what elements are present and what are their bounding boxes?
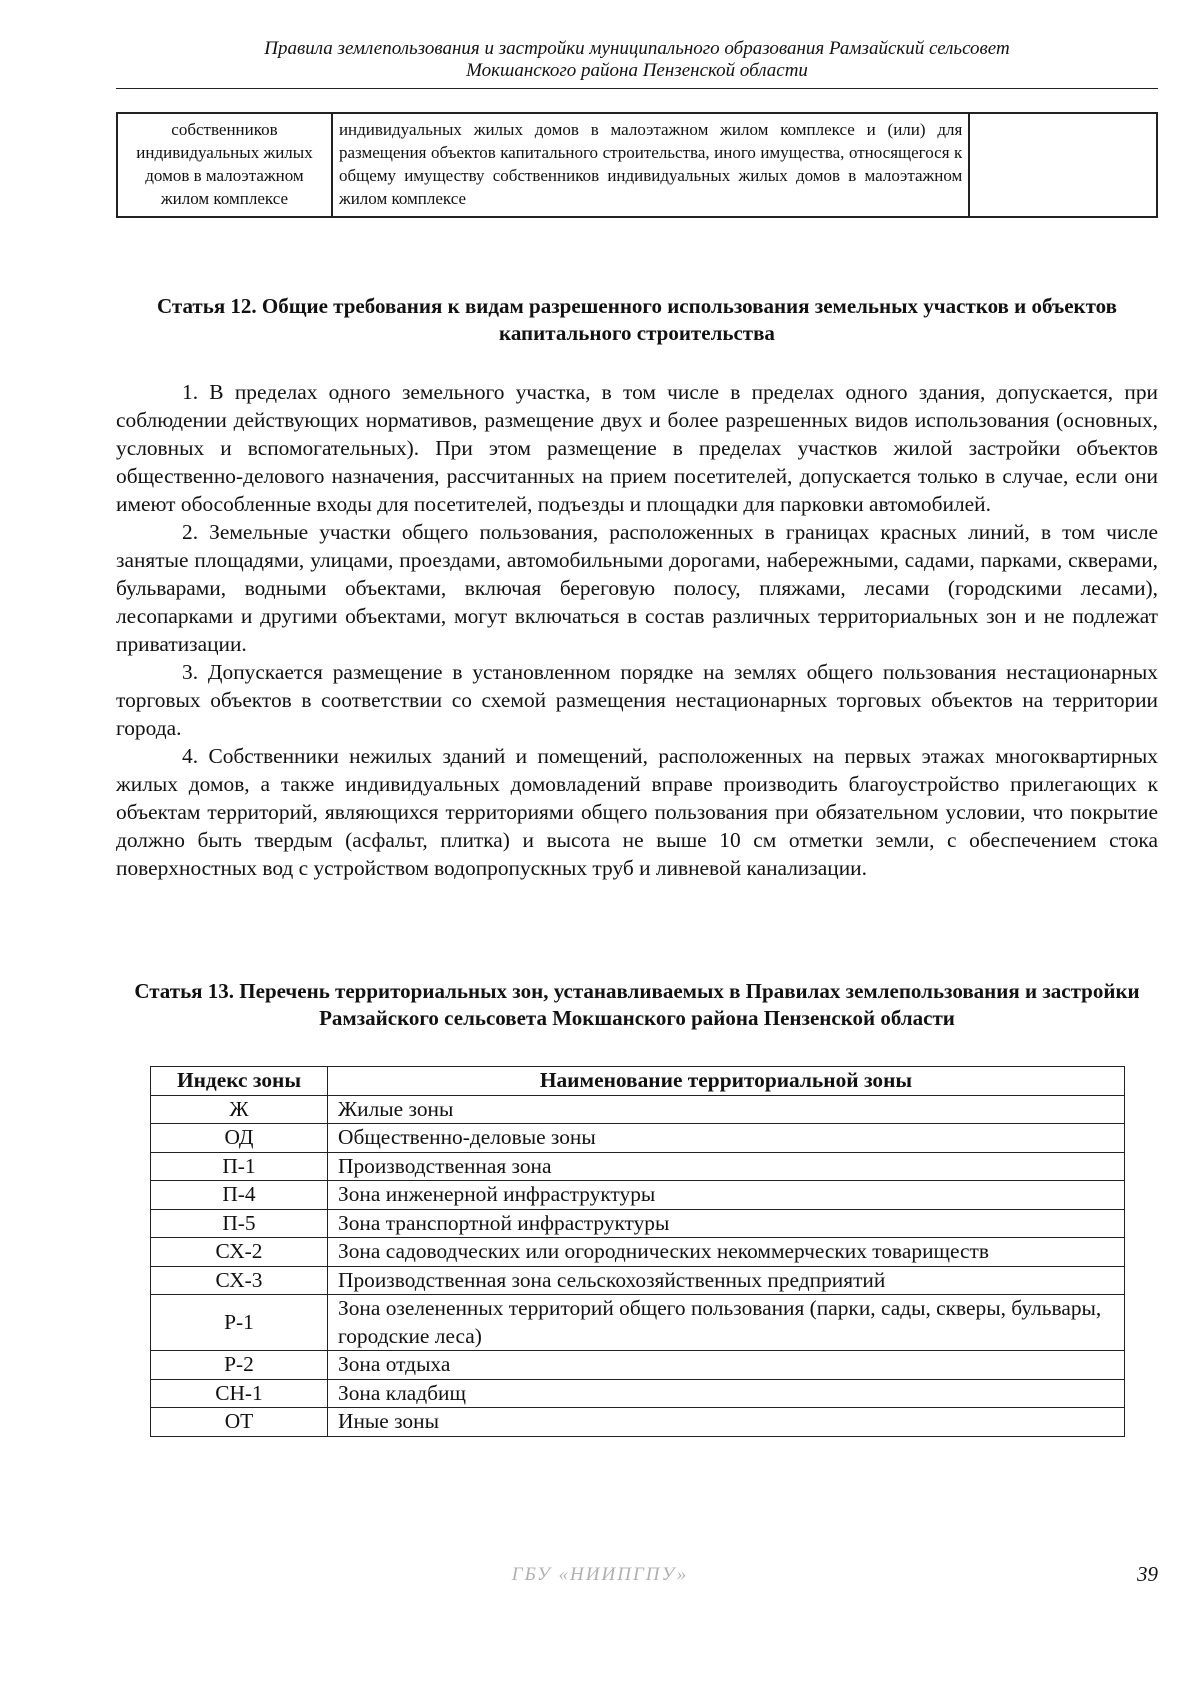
table-row: [151, 1181, 1125, 1210]
column-header-name: Наименование территориальной зоны: [328, 1067, 1125, 1096]
article-12-title: Статья 12. Общие требования к видам разрешенного использования земельных участков и объектов капитального строительства: [156, 294, 1117, 345]
page-number: 39: [1137, 1562, 1158, 1586]
running-header-line2: Мокшанского района Пензенской области: [466, 60, 808, 81]
table-row: [151, 1238, 1125, 1267]
zone-index: Р-1: [151, 1295, 328, 1351]
zone-name: Производственная зона сельскохозяйственных предприятий: [328, 1266, 1125, 1295]
table-row: [151, 1095, 1125, 1124]
zone-name: Зона отдыха: [328, 1351, 1125, 1380]
zone-index: ОТ: [151, 1408, 328, 1437]
table-row: [151, 1295, 1125, 1351]
zone-name: Зона садоводческих или огороднических некоммерческих товариществ: [328, 1238, 1125, 1267]
running-header-line1: Правила землепользования и застройки муниципального образования Рамзайский сельсовет: [264, 38, 1010, 59]
zone-index: СХ-2: [151, 1238, 328, 1267]
zone-index: ОД: [151, 1124, 328, 1153]
zone-name: Общественно-деловые зоны: [328, 1124, 1125, 1153]
paragraph: 2. Земельные участки общего пользования, расположенных в границах красных линий, в том числе занятые площадями, улицами, проездами, автомобильными дорогами, набережными, садами, парками, скверами, бульварами, водными объектами, включая береговую полосу, пляжами, лесами (городскими лесами), лесопарками и другими объектами, могут включаться в состав различных территориальных зон и не подлежат приватизации.: [116, 520, 1158, 656]
continuation-table: [116, 112, 1158, 218]
table-cell: собственников индивидуальных жилых домов в малоэтажном жилом комплексе: [117, 113, 332, 217]
zone-name: Зона инженерной инфраструктуры: [328, 1181, 1125, 1210]
zone-name: Зона транспортной инфраструктуры: [328, 1209, 1125, 1238]
zone-index: СХ-3: [151, 1266, 328, 1295]
header-divider: [116, 88, 1158, 89]
table-header-row: [151, 1067, 1125, 1096]
zone-name: Производственная зона: [328, 1152, 1125, 1181]
zone-index: Р-2: [151, 1351, 328, 1380]
table-row: [151, 1266, 1125, 1295]
table-row: [117, 113, 1157, 217]
table-row: [151, 1209, 1125, 1238]
table-row: [151, 1351, 1125, 1380]
article-12-body: [116, 378, 1158, 882]
zone-name: Зона озелененных территорий общего пользования (парки, сады, скверы, бульвары, городские леса): [328, 1295, 1125, 1351]
table-cell: индивидуальных жилых домов в малоэтажном жилом комплексе и (или) для размещения объектов капитального строительства, иного имущества, относящегося к общему имуществу собственников индивидуальных жилых домов в малоэтажном жилом комплексе: [332, 113, 969, 217]
paragraph: 1. В пределах одного земельного участка, в том числе в пределах одного здания, допускается, при соблюдении действующих нормативов, размещение двух и более разрешенных видов использования (основных, условных и вспомогательных). При этом размещение в пределах участков жилой застройки объектов общественно-делового назначения, рассчитанных на прием посетителей, допускается только в случае, если они имеют обособленные входы для посетителей, подъезды и площадки для парковки автомобилей.: [116, 380, 1158, 516]
column-header-index: Индекс зоны: [151, 1067, 328, 1096]
table-row: [151, 1379, 1125, 1408]
table-cell: [969, 113, 1157, 217]
zone-index: Ж: [151, 1095, 328, 1124]
zone-index: СН-1: [151, 1379, 328, 1408]
table-row: [151, 1124, 1125, 1153]
zone-name: Жилые зоны: [328, 1095, 1125, 1124]
zone-name: Иные зоны: [328, 1408, 1125, 1437]
zones-table: [150, 1066, 1125, 1437]
zone-index: П-5: [151, 1209, 328, 1238]
zone-index: П-1: [151, 1152, 328, 1181]
running-header: [117, 38, 1157, 82]
table-row: [151, 1152, 1125, 1181]
footer-organization: ГБУ «НИИПГПУ»: [511, 1564, 689, 1585]
zone-index: П-4: [151, 1181, 328, 1210]
article-13-title: Статья 13. Перечень территориальных зон, устанавливаемых в Правилах землепользования и застройки Рамзайского сельсовета Мокшанского района Пензенской области: [134, 979, 1140, 1030]
zone-name: Зона кладбищ: [328, 1379, 1125, 1408]
paragraph: 3. Допускается размещение в установленном порядке на землях общего пользования нестационарных торговых объектов в соответствии со схемой размещения нестационарных торговых объектов на территории города.: [116, 660, 1158, 740]
table-row: [151, 1408, 1125, 1437]
paragraph: 4. Собственники нежилых зданий и помещений, расположенных на первых этажах многоквартирных жилых домов, а также индивидуальных домовладений вправе производить благоустройство прилегающих к объектам территорий, являющихся территориями общего пользования при обязательном условии, что покрытие должно быть твердым (асфальт, плитка) и высота не выше 10 см отметки земли, с обеспечением стока поверхностных вод с устройством водопропускных труб и ливневой канализации.: [116, 744, 1158, 880]
